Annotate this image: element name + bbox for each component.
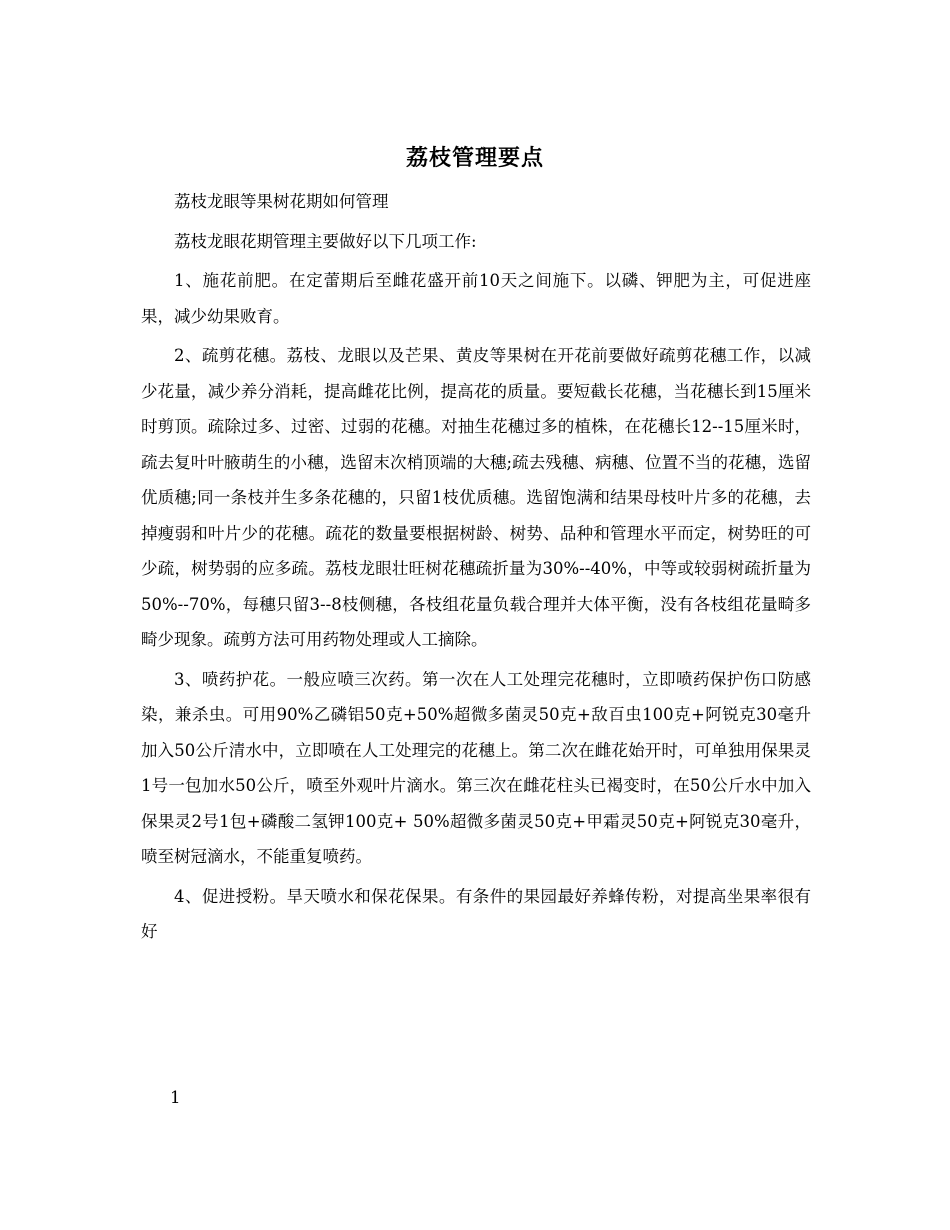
document-body: [141, 184, 811, 954]
paragraph-fertilize: 1、施花前肥。在定蕾期后至雌花盛开前10天之间施下。以磷、钾肥为主，可促进座果，减少幼果败育。: [141, 271, 811, 326]
paragraph-pollination: 4、促进授粉。旱天喷水和保花保果。有条件的果园最好养蜂传粉，对提高坐果率很有好: [141, 886, 811, 941]
paragraph-spraying: 3、喷药护花。一般应喷三次药。第一次在人工处理完花穗时，立即喷药保护伤口防感染，兼杀虫。可用90%乙磷铝50克+50%超微多菌灵50克+敌百虫100克+阿锐克30毫升加入50公斤清水中，立即喷在人工处理完的花穗上。第二次在雌花始开时，可单独用保果灵1号一包加水50公斤，喷至外观叶片滴水。第三次在雌花柱头已褐变时，在50公斤水中加入保果灵2号1包+磷酸二氢钾100克+ 50%超微多菌灵50克+甲霜灵50克+阿锐克30毫升，喷至树冠滴水，不能重复喷药。: [141, 669, 811, 866]
page-number: 1: [170, 1088, 181, 1107]
document-title: 荔枝管理要点: [405, 145, 544, 171]
paragraph-thinning: 2、疏剪花穗。荔枝、龙眼以及芒果、黄皮等果树在开花前要做好疏剪花穗工作，以减少花量，减少养分消耗，提高雌花比例，提高花的质量。要短截长花穗，当花穗长到15厘米时剪顶。疏除过多、过密、过弱的花穗。对抽生花穗过多的植株，在花穗长12--15厘米时，疏去复叶叶腋萌生的小穗，选留末次梢顶端的大穗;疏去残穗、病穗、位置不当的花穗，选留优质穗;同一条枝并生多条花穗的，只留1枝优质穗。选留饱满和结果母枝叶片多的花穗，去掉瘦弱和叶片少的花穗。疏花的数量要根据树龄、树势、品种和管理水平而定，树势旺的可少疏，树势弱的应多疏。荔枝龙眼壮旺树花穗疏折量为30%--40%，中等或较弱树疏折量为50%--70%，每穗只留3--8枝侧穗，各枝组花量负载合理并大体平衡，没有各枝组花量畸多畸少现象。疏剪方法可用药物处理或人工摘除。: [141, 346, 811, 649]
paragraph-subtitle: 荔枝龙眼等果树花期如何管理: [174, 192, 389, 211]
paragraph-intro: 荔枝龙眼花期管理主要做好以下几项工作:: [174, 231, 477, 251]
